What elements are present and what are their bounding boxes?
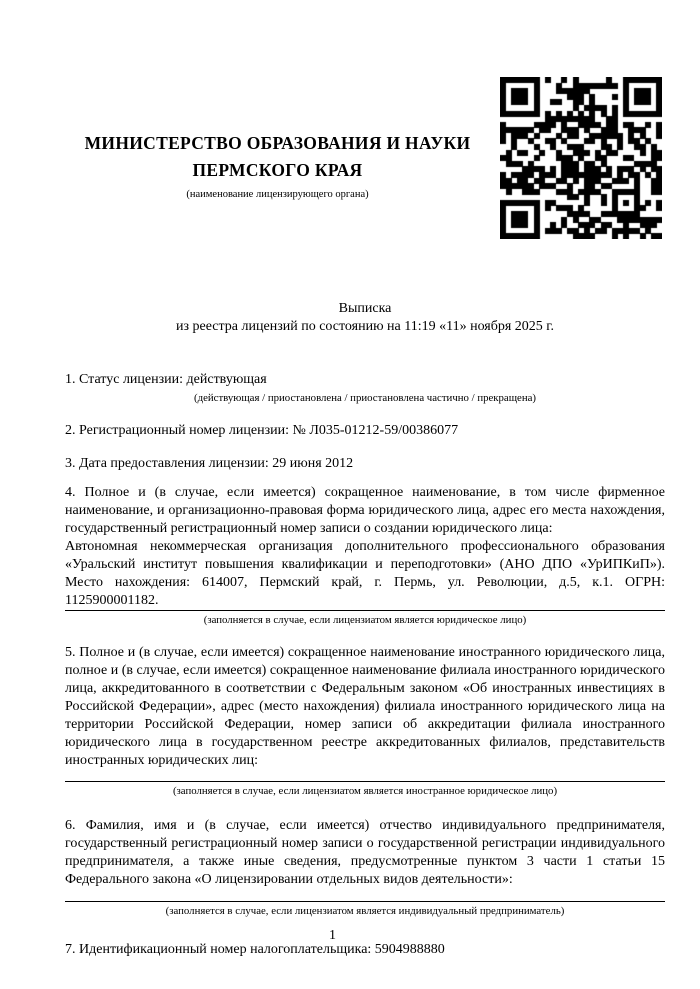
document-title-line1: Выписка	[338, 301, 392, 316]
document-body	[65, 300, 665, 959]
licensing-authority-name-line1: МИНИСТЕРСТВО ОБРАЗОВАНИЯ И НАУКИ	[84, 133, 471, 153]
section-1-note: (действующая / приостановлена / приостановлена частично / прекращена)	[194, 392, 536, 404]
section-7-text: 7. Идентификационный номер налогоплательщика: 5904988880	[65, 942, 445, 957]
section-4-note: (заполняется в случае, если лицензиатом является юридическое лицо)	[203, 614, 527, 626]
section-2-registration-number	[65, 422, 665, 440]
page-number: 1	[329, 928, 336, 943]
document-title-line2: из реестра лицензий по состоянию на 11:19 «11» ноября 2025 г.	[176, 319, 554, 334]
section-6-separator-line	[65, 901, 665, 902]
licensing-authority-caption: (наименование лицензирующего органа)	[186, 189, 369, 200]
document-title	[65, 300, 665, 336]
section-4-value: Автономная некоммерческая организация дополнительного профессионального образования «Уральский институт повышения квалификации и переподготовки» (АНО ДПО «УрИПКиП»). Место нахождения: 614007, Пермский край, г. Пермь, ул. Революции, д.5, к.1. ОГРН: 1125900001182.	[65, 539, 665, 608]
section-5-foreign-entity	[65, 644, 665, 770]
section-5-separator-line	[65, 781, 665, 782]
section-3-license-date	[65, 455, 665, 473]
section-6-text: 6. Фамилия, имя и (в случае, если имеется) отчество индивидуального предпринимателя, государственный регистрационный номер записи о государственной регистрации индивидуального предпринимателя, а также иные сведения, предусмотренные пунктом 3 части 1 статьи 15 Федерального закона «О лицензировании отдельных видов деятельности»:	[65, 818, 665, 887]
section-6-note: (заполняется в случае, если лицензиатом является индивидуальный предприниматель)	[165, 905, 565, 917]
licensing-authority-header	[55, 130, 500, 201]
section-3-text: 3. Дата предоставления лицензии: 29 июня 2012	[65, 456, 354, 471]
section-5-text: 5. Полное и (в случае, если имеется) сокращенное наименование иностранного юридического лица, полное и (в случае, если имеется) сокращенное наименование филиала иностранного юридического лица, аккредитованного в соответствии с Федеральным законом «Об иностранных инвестициях в Российской Федерации», адрес (место нахождения) филиала иностранного юридического лица на территории Российской Федерации, номер записи об аккредитации филиала иностранного юридического лица в государственном реестре аккредитованных филиалов, представительств иностранных юридических лиц:	[65, 645, 665, 768]
section-4-text: 4. Полное и (в случае, если имеется) сокращенное наименование, в том числе фирменное наименование, и организационно-правовая форма юридического лица, адрес его места нахождения, государственный регистрационный номер записи о создании юридического лица:	[65, 485, 665, 536]
licensing-authority-name-line2: ПЕРМСКОГО КРАЯ	[192, 160, 363, 180]
section-4-legal-entity	[65, 484, 665, 610]
section-4-separator-line	[65, 610, 665, 611]
section-6-individual-entrepreneur	[65, 817, 665, 889]
section-2-text: 2. Регистрационный номер лицензии: № Л035-01212-59/00386077	[65, 423, 459, 438]
qr-code-icon	[500, 77, 662, 239]
section-1-text: 1. Статус лицензии: действующая	[65, 372, 267, 387]
section-5-note: (заполняется в случае, если лицензиатом является иностранное юридическое лицо)	[172, 785, 558, 797]
section-1-license-status	[65, 371, 665, 389]
